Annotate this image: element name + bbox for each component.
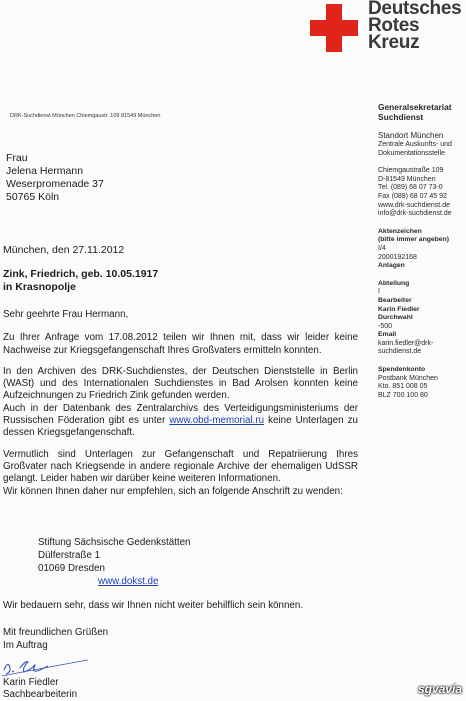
contact-line: Dülferstraße 1 xyxy=(38,550,101,561)
recipient-line: 50765 Köln xyxy=(6,191,60,203)
obd-memorial-link[interactable]: www.obd-memorial.ru xyxy=(169,415,265,427)
subject xyxy=(3,268,158,294)
closing-line1: Mit freundlichen Grüßen xyxy=(3,627,109,638)
recipient-address xyxy=(6,152,104,204)
watermark: sgvavia xyxy=(417,682,462,696)
account-number: Kto. 851 008 05 xyxy=(378,383,428,391)
office-title: Generalsekretariat xyxy=(378,102,452,112)
city: D-81549 München xyxy=(378,175,436,183)
bank-name: Postbank München xyxy=(378,374,438,382)
handler-label: Bearbeiter xyxy=(378,296,412,304)
department-label: Abteilung xyxy=(378,279,410,287)
donation-block xyxy=(378,366,466,400)
general-email-link[interactable]: info@drk-suchdienst.de xyxy=(378,210,452,218)
phone: Tel. (089) 68 07 73-0 xyxy=(378,184,443,192)
extension-value: -500 xyxy=(378,322,393,330)
closing xyxy=(3,627,108,652)
org-name-line3: Kreuz xyxy=(368,32,420,53)
donation-label: Spendenkonto xyxy=(378,366,426,374)
org-name-line2: Rotes xyxy=(368,15,420,36)
contact-line: 01069 Dresden xyxy=(38,563,105,574)
paragraph-2b-end: keine Unterlagen zu dessen Kriegsgefangenschaft. xyxy=(3,415,358,439)
recipient-line: Weserpromenade 37 xyxy=(6,178,104,190)
handler-block xyxy=(378,280,466,357)
contact-address xyxy=(38,536,191,588)
website-link[interactable]: www.drk-suchdienst.de xyxy=(378,201,450,209)
paragraph-3b: Wir können Ihnen daher nur empfehlen, sich an folgende Anschrift zu wenden: xyxy=(3,485,343,497)
fax: Fax (089) 68 07 45 92 xyxy=(378,192,447,200)
org-name xyxy=(368,0,461,51)
department: Dokumentationsstelle xyxy=(378,149,445,157)
email-label: Email xyxy=(378,331,397,339)
salutation: Sehr geehrte Frau Hermann, xyxy=(3,309,129,320)
reference-label: Aktenzeichen xyxy=(378,227,422,235)
sender-return-line: DRK-Suchdienst München Chiemgaustr. 109 81549 München xyxy=(10,113,161,119)
regret-sentence: Wir bedauern sehr, dass wir Ihnen nicht weiter behilflich sein können. xyxy=(3,600,304,611)
department-value: I xyxy=(378,288,380,296)
location-block xyxy=(378,131,466,158)
signer xyxy=(3,677,77,701)
street: Chiemgaustraße 109 xyxy=(378,167,444,175)
reference-value: 2000192168 xyxy=(378,253,417,261)
handler-email-link[interactable]: karin.fiedler@drk- xyxy=(378,339,434,347)
paragraph-2b-text: Auch in der Datenbank des Zentralarchivs des Verteidigungsministeriums der Russischen Föderation gibt es unter xyxy=(3,402,358,427)
letterhead-sidebar xyxy=(378,102,466,400)
dokst-link[interactable]: www.dokst.de xyxy=(98,576,159,587)
paragraph-2b xyxy=(3,403,358,440)
paragraph-1: Zu Ihrer Anfrage vom 17.08.2012 teilen wir Ihnen mit, dass wir leider keine Nachweise zur Kriegsgefangenschaft Ihres Großvaters ermitteln konnten. xyxy=(3,332,358,356)
paragraph-2a: In den Archiven des DRK-Suchdienstes, der Deutschen Dienststelle in Berlin (WASt) und des Internationalen Suchdienstes in Bad Arolsen konnten keine Aufzeichnungen zu Friedrich Zink gefunden werden. xyxy=(3,365,358,402)
letter-body xyxy=(3,309,358,507)
office-title: Suchdienst xyxy=(378,112,424,122)
contact-block xyxy=(378,167,466,219)
subject-line2: in Krasnopolje xyxy=(3,281,76,293)
department: Zentrale Auskunfts- und xyxy=(378,141,452,148)
paragraph-3: Vermutlich sind Unterlagen zur Gefangenschaft und Repatriierung Ihres Großvater nach Kriegsende in andere regionale Archive der ehemaligen UdSSR gelangt. Leider haben wir darüber keine weiteren Informationen. xyxy=(3,448,358,485)
bank-code: BLZ 700 100 80 xyxy=(378,391,428,399)
attachments-label: Anlagen xyxy=(378,262,405,270)
reference-note: (bitte immer angeben) xyxy=(378,236,449,244)
handler-email-link[interactable]: suchdienst.de xyxy=(378,348,422,356)
recipient-line: Jelena Hermann xyxy=(6,165,84,177)
contact-line: Stiftung Sächsische Gedenkstätten xyxy=(38,537,191,548)
signer-title: Sachbearbeiterin xyxy=(3,689,78,700)
closing-line2: Im Auftrag xyxy=(3,639,48,651)
paragraph-2 xyxy=(3,366,358,403)
extension-label: Durchwahl xyxy=(378,314,413,322)
org-name-line1: Deutsches xyxy=(368,0,462,19)
reference-block xyxy=(378,228,466,271)
reference-value: I/4 xyxy=(378,244,386,252)
signature-icon xyxy=(0,652,90,680)
letter-date: München, den 27.11.2012 xyxy=(3,244,125,256)
signer-name: Karin Fiedler xyxy=(3,677,59,688)
location: Standort München xyxy=(378,131,444,140)
handler-name: Karin Fiedler xyxy=(378,305,420,313)
red-cross-logo-icon xyxy=(310,4,358,52)
recipient-line: Frau xyxy=(6,152,28,164)
subject-line1: Zink, Friedrich, geb. 10.05.1917 xyxy=(3,268,159,280)
